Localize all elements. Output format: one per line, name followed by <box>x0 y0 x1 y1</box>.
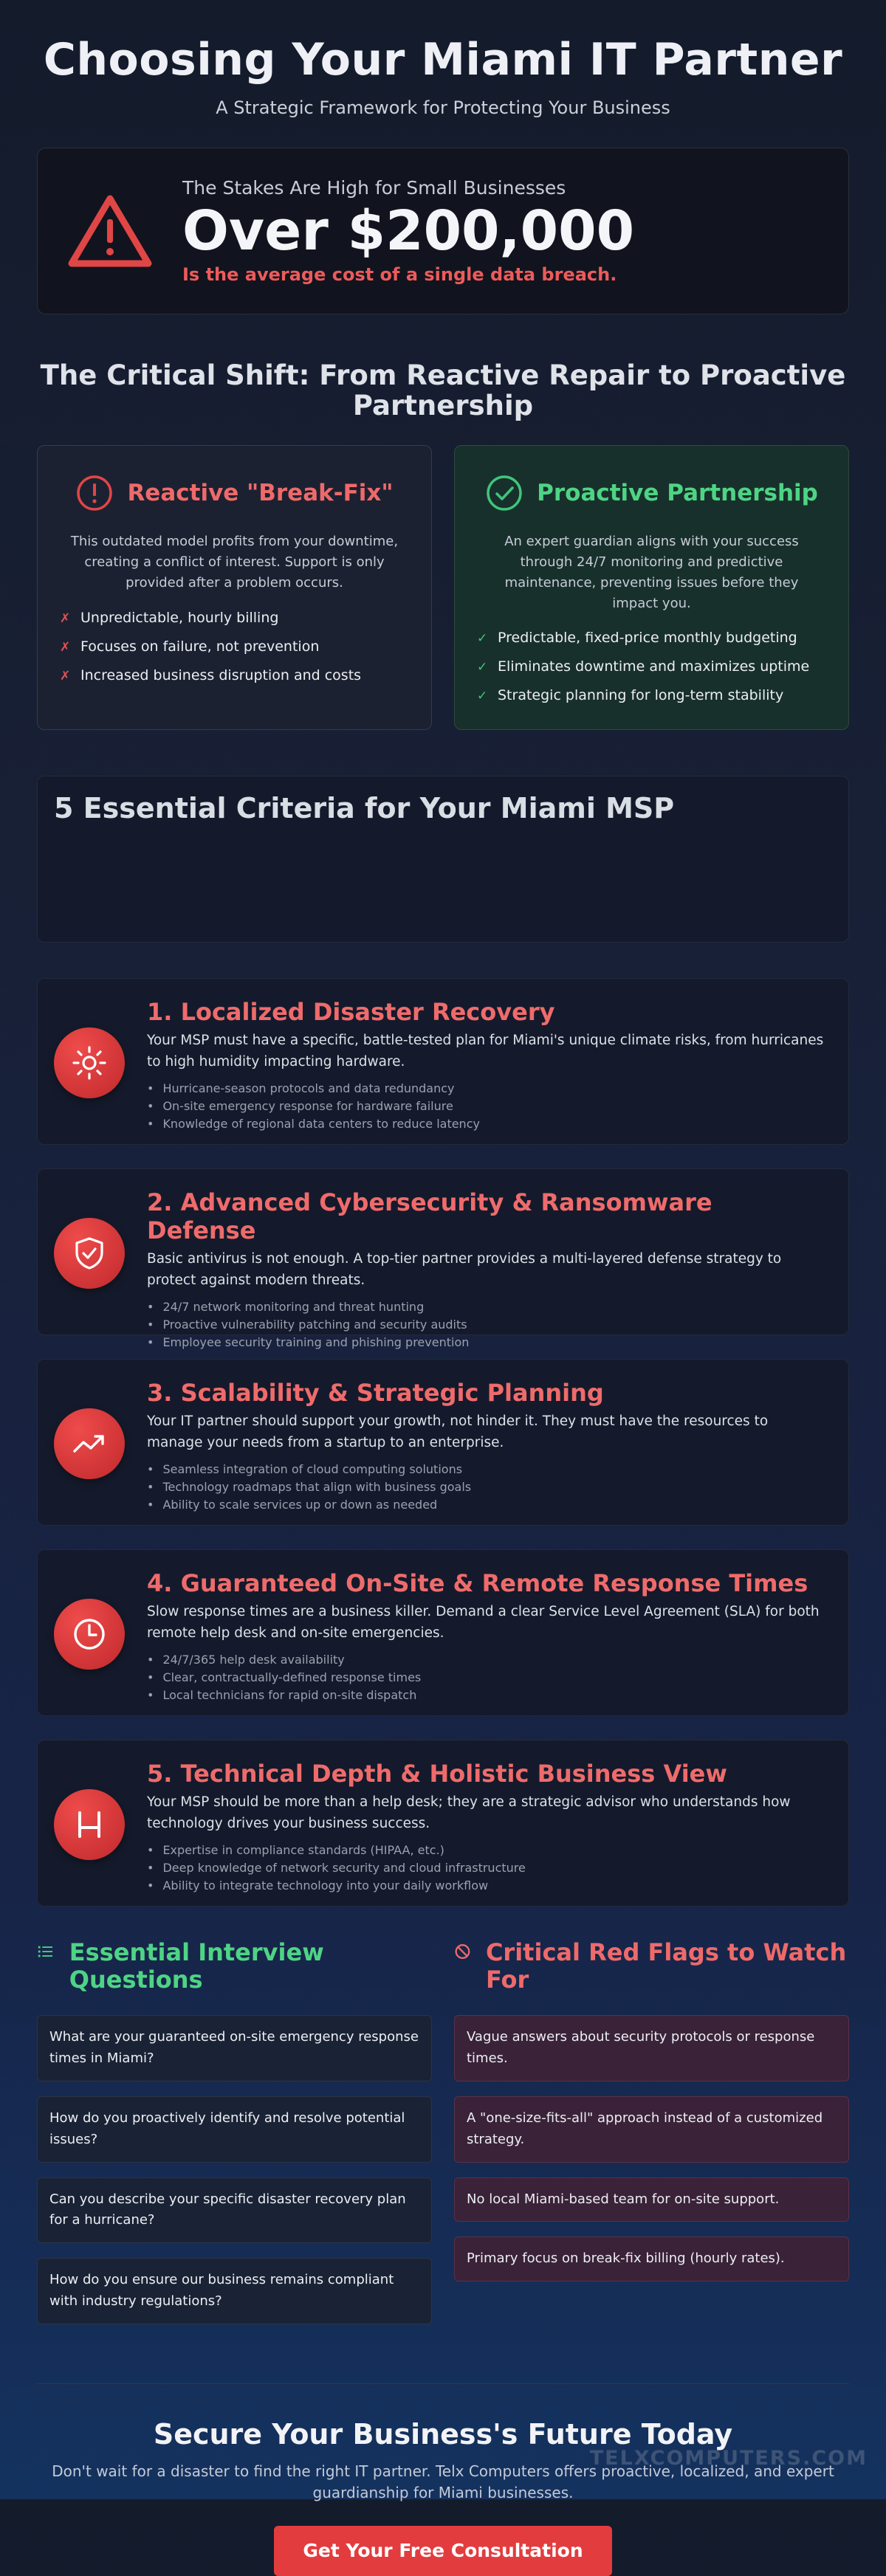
stakes-caption: Is the average cost of a single data breach. <box>182 264 617 286</box>
criterion-description: Your IT partner should support your growth, not hinder it. They must have the resources to manage your needs from a startup to an enterprise. <box>147 1413 769 1450</box>
list-item: ✓ Strategic planning for long-term stability <box>477 687 784 704</box>
header <box>37 0 849 118</box>
criterion-bullet: • Seamless integration of cloud computing solutions <box>147 1461 826 1478</box>
question-item: How do you proactively identify and resolve potential issues? <box>37 2096 432 2163</box>
two-column-section <box>37 1939 849 2339</box>
page-title: Choosing Your Miami IT Partner <box>43 34 843 86</box>
red-flag-item: No local Miami-based team for on-site support. <box>454 2177 849 2222</box>
list-icon <box>37 1942 55 1961</box>
criterion-card <box>37 1359 849 1526</box>
red-flag-item: A "one-size-fits-all" approach instead of a customized strategy. <box>454 2096 849 2163</box>
cta-title: Secure Your Business's Future Today <box>153 2417 733 2451</box>
proactive-description: An expert guardian aligns with your success through 24/7 monitoring and predictive maintenance, preventing issues before they impact you. <box>504 533 799 611</box>
list-item: ✗ Unpredictable, hourly billing <box>60 609 279 626</box>
criteria-list <box>37 978 849 1907</box>
criterion-bullet: • Local technicians for rapid on-site dispatch <box>147 1687 826 1704</box>
criterion-bullet: • Hurricane-season protocols and data redundancy <box>147 1080 826 1098</box>
criterion-title: 5. Technical Depth & Holistic Business View <box>147 1759 727 1788</box>
criterion-bullet: • Clear, contractually-defined response times <box>147 1669 826 1687</box>
bracket-icon <box>70 1805 109 1844</box>
stakes-kicker: The Stakes Are High for Small Businesses <box>182 176 566 199</box>
criterion-title: 3. Scalability & Strategic Planning <box>147 1378 604 1407</box>
red-flag-item: Vague answers about security protocols or response times. <box>454 2015 849 2081</box>
reactive-title: Reactive "Break-Fix" <box>127 479 394 506</box>
criterion-description: Slow response times are a business killer. Demand a clear Service Level Agreement (SLA) for both remote help desk and on-site emergencies. <box>147 1603 820 1641</box>
criterion-description: Your MSP should be more than a help desk; they are a strategic advisor who understands how technology drives your business success. <box>147 1794 791 1831</box>
criterion-bullet: • Expertise in compliance standards (HIPAA, etc.) <box>147 1842 826 1859</box>
divider <box>37 2383 849 2384</box>
criterion-title: 4. Guaranteed On-Site & Remote Response Times <box>147 1568 808 1597</box>
trend-up-icon <box>70 1425 109 1463</box>
criterion-bullet: • Deep knowledge of network security and cloud infrastructure <box>147 1859 826 1877</box>
shield-check-icon <box>71 1235 108 1272</box>
check-icon: ✓ <box>477 660 488 675</box>
reactive-card <box>37 445 432 730</box>
criterion-bullet: • 24/7 network monitoring and threat hunting <box>147 1298 826 1316</box>
list-item: ✓ Eliminates downtime and maximizes uptime <box>477 658 810 675</box>
x-icon: ✗ <box>60 639 71 655</box>
comparison <box>37 445 849 730</box>
list-item: ✓ Predictable, fixed-price monthly budgeting <box>477 630 797 647</box>
red-flag-item: Primary focus on break-fix billing (hourly rates). <box>454 2236 849 2281</box>
criterion-bullet: • Ability to scale services up or down as needed <box>147 1496 826 1514</box>
page-subtitle: A Strategic Framework for Protecting Your Business <box>216 97 670 118</box>
sun-icon <box>71 1044 108 1081</box>
criterion-bullet: • Knowledge of regional data centers to reduce latency <box>147 1115 826 1133</box>
x-icon: ✗ <box>60 668 71 683</box>
criterion-bullet: • On-site emergency response for hardware failure <box>147 1098 826 1115</box>
question-item: Can you describe your specific disaster recovery plan for a hurricane? <box>37 2177 432 2244</box>
list-item: ✗ Focuses on failure, not prevention <box>60 638 320 655</box>
check-circle-icon <box>485 474 523 512</box>
criterion-bullet: • Proactive vulnerability patching and security audits <box>147 1316 826 1334</box>
free-consultation-button[interactable]: Get Your Free Consultation <box>274 2526 612 2576</box>
criterion-description: Your MSP must have a specific, battle-tested plan for Miami's unique climate risks, from hurricanes to high humidity impacting hardware. <box>147 1032 824 1070</box>
alert-circle-icon <box>75 474 114 512</box>
shift-heading: The Critical Shift: From Reactive Repair to Proactive Partnership <box>40 359 846 422</box>
red-flags-title: Critical Red Flags to Watch For <box>485 1938 847 1994</box>
brand-watermark: TELXCOMPUTERS.COM <box>589 2447 868 2470</box>
check-icon: ✓ <box>477 631 488 647</box>
check-icon: ✓ <box>477 689 488 704</box>
stakes-amount: Over $200,000 <box>182 199 635 263</box>
question-item: What are your guaranteed on-site emergency response times in Miami? <box>37 2015 432 2081</box>
criterion-title: 2. Advanced Cybersecurity & Ransomware Defense <box>147 1188 712 1244</box>
criteria-heading: 5 Essential Criteria for Your Miami MSP <box>37 776 849 943</box>
cta-text: Don't wait for a disaster to find the right IT partner. Telx Computers offers proactive, localized, and expert guardianship for Miami businesses. <box>52 2462 834 2501</box>
proactive-title: Proactive Partnership <box>537 479 818 506</box>
stakes-banner <box>37 148 849 314</box>
criterion-card <box>37 1168 849 1350</box>
reactive-description: This outdated model profits from your downtime, creating a conflict of interest. Support is only provided after a problem occurs. <box>70 533 399 590</box>
ban-icon <box>454 1942 471 1961</box>
criterion-title: 1. Localized Disaster Recovery <box>147 997 555 1026</box>
list-item: ✗ Increased business disruption and costs <box>60 667 362 683</box>
clock-icon <box>70 1615 109 1653</box>
criterion-card <box>37 978 849 1145</box>
criterion-bullet: • 24/7/365 help desk availability <box>147 1651 826 1669</box>
criterion-card <box>37 1740 849 1907</box>
questions-column <box>37 1939 432 2339</box>
criterion-bullet: • Employee security training and phishing prevention <box>147 1334 826 1351</box>
criterion-bullet: • Ability to integrate technology into your daily workflow <box>147 1877 826 1895</box>
red-flags-column <box>454 1939 849 2339</box>
proactive-card <box>454 445 849 730</box>
questions-title: Essential Interview Questions <box>69 1938 324 1994</box>
criterion-bullet: • Technology roadmaps that align with business goals <box>147 1478 826 1496</box>
warning-icon <box>67 194 153 268</box>
cta-section <box>37 2418 849 2576</box>
criterion-card <box>37 1549 849 1716</box>
x-icon: ✗ <box>60 610 71 626</box>
criterion-description: Basic antivirus is not enough. A top-tier partner provides a multi-layered defense strategy to protect against modern threats. <box>147 1250 782 1288</box>
question-item: How do you ensure our business remains compliant with industry regulations? <box>37 2258 432 2324</box>
